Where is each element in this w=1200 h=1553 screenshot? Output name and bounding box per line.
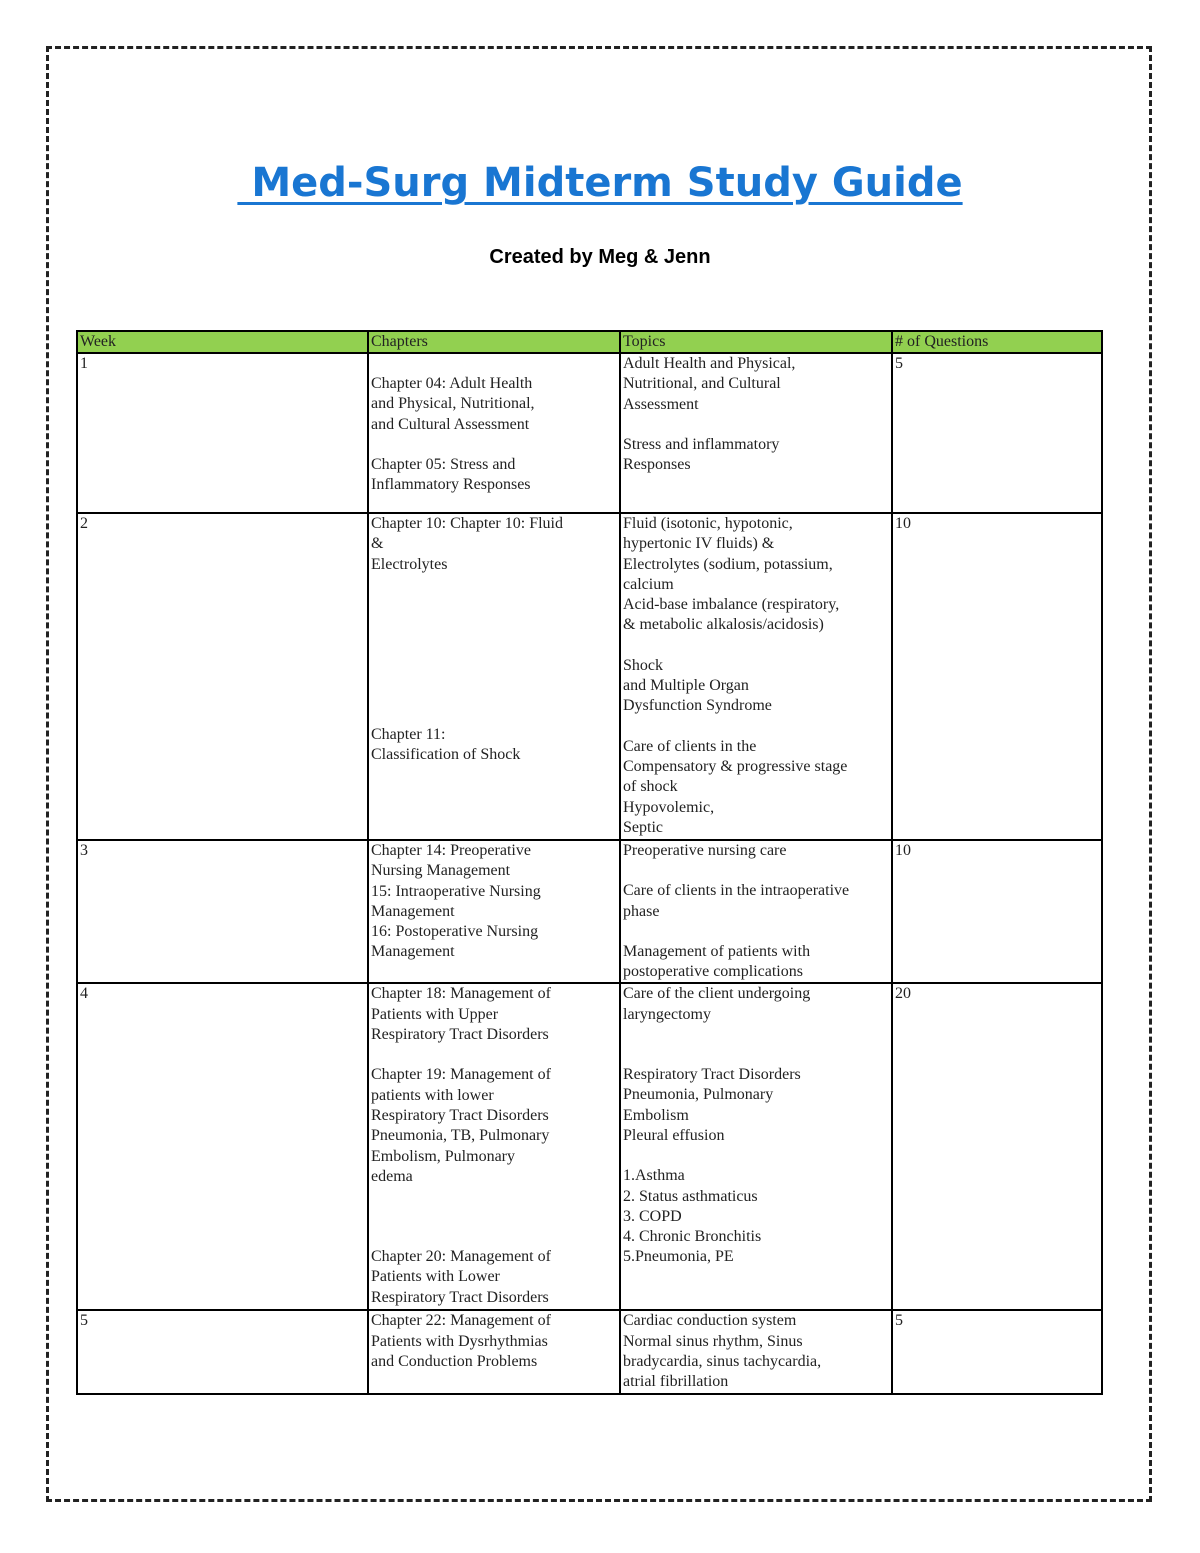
questions-cell: 20 — [892, 983, 1102, 1310]
table-row — [77, 983, 1102, 1310]
chapter-text: Chapter 20: Management of Patients with Lower Respiratory Tract Disorders — [371, 1248, 551, 1306]
table-row — [77, 840, 1102, 983]
chapters-cell — [368, 983, 620, 1310]
table-row — [77, 353, 1102, 513]
topic-text: Care of clients in the Compensatory & progressive stage of shock Hypovolemic, Septic — [623, 737, 848, 836]
questions-cell: 5 — [892, 353, 1102, 513]
chapters-cell — [368, 513, 620, 840]
week-cell: 3 — [77, 840, 368, 983]
table-row — [77, 1310, 1102, 1393]
week-cell: 1 — [77, 353, 368, 513]
topic-text: Management of patients with postoperative complications — [623, 942, 811, 981]
chapter-text: Chapter 22: Management of Patients with Dysrhythmias and Conduction Problems — [371, 1312, 551, 1371]
chapters-cell — [368, 353, 620, 513]
topics-cell — [620, 983, 892, 1310]
questions-cell: 10 — [892, 513, 1102, 840]
table-row — [77, 513, 1102, 840]
chapter-text: Chapter 11: Classification of Shock — [371, 725, 521, 764]
header-topics: Topics — [620, 331, 892, 353]
chapter-text: Chapter 18: Management of Patients with Upper Respiratory Tract Disorders — [371, 985, 551, 1044]
week-cell: 2 — [77, 513, 368, 840]
topic-text: Preoperative nursing care — [623, 842, 787, 859]
chapter-text: Chapter 19: Management of patients with lower Respiratory Tract Disorders Pneumonia, TB, Pulmonary Embolism, Pulmonary edema — [371, 1066, 551, 1185]
topics-cell — [620, 840, 892, 983]
topic-text: Respiratory Tract Disorders Pneumonia, Pulmonary Embolism Pleural effusion — [623, 1066, 801, 1144]
chapter-text: Chapter 04: Adult Health and Physical, Nutritional, and Cultural Assessment — [371, 375, 535, 433]
chapter-text: Chapter 10: Chapter 10: Fluid & Electrolytes — [371, 515, 563, 573]
header-questions: # of Questions — [892, 331, 1102, 353]
topic-text: Care of clients in the intraoperative phase — [623, 882, 850, 920]
topic-text: Stress and inflammatory Responses — [623, 435, 780, 474]
topics-cell — [620, 1310, 892, 1393]
topic-text: Fluid (isotonic, hypotonic, hypertonic IV fluids) & Electrolytes (sodium, potassium, calcium Acid-base imbalance (respiratory, & metabolic alkalosis/acidosis) — [623, 515, 840, 634]
questions-cell: 10 — [892, 840, 1102, 983]
chapter-text: Chapter 05: Stress and Inflammatory Responses — [371, 455, 531, 494]
header-row — [77, 331, 1102, 353]
topics-cell — [620, 353, 892, 513]
header-chapters: Chapters — [368, 331, 620, 353]
chapter-text: Chapter 14: Preoperative Nursing Management 15: Intraoperative Nursing Management 16: Postoperative Nursing Management — [371, 842, 541, 961]
study-guide-table — [76, 330, 1103, 1395]
questions-cell: 5 — [892, 1310, 1102, 1393]
week-cell: 5 — [77, 1310, 368, 1393]
topics-cell — [620, 513, 892, 840]
page-subtitle: Created by Meg & Jenn — [489, 246, 711, 268]
topic-text: Cardiac conduction system Normal sinus rhythm, Sinus bradycardia, sinus tachycardia, atrial fibrillation — [623, 1312, 822, 1391]
week-cell: 4 — [77, 983, 368, 1310]
topic-text: Adult Health and Physical, Nutritional, and Cultural Assessment — [623, 355, 796, 413]
topic-text: 1.Asthma 2. Status asthmaticus 3. COPD 4. Chronic Bronchitis 5.Pneumonia, PE — [623, 1167, 762, 1266]
chapters-cell — [368, 1310, 620, 1393]
chapters-cell — [368, 840, 620, 983]
header-week: Week — [77, 331, 368, 353]
topic-text: Care of the client undergoing laryngectomy — [623, 985, 811, 1023]
topic-text: Shock and Multiple Organ Dysfunction Syndrome — [623, 656, 772, 715]
page-title: Med-Surg Midterm Study Guide — [237, 160, 963, 206]
